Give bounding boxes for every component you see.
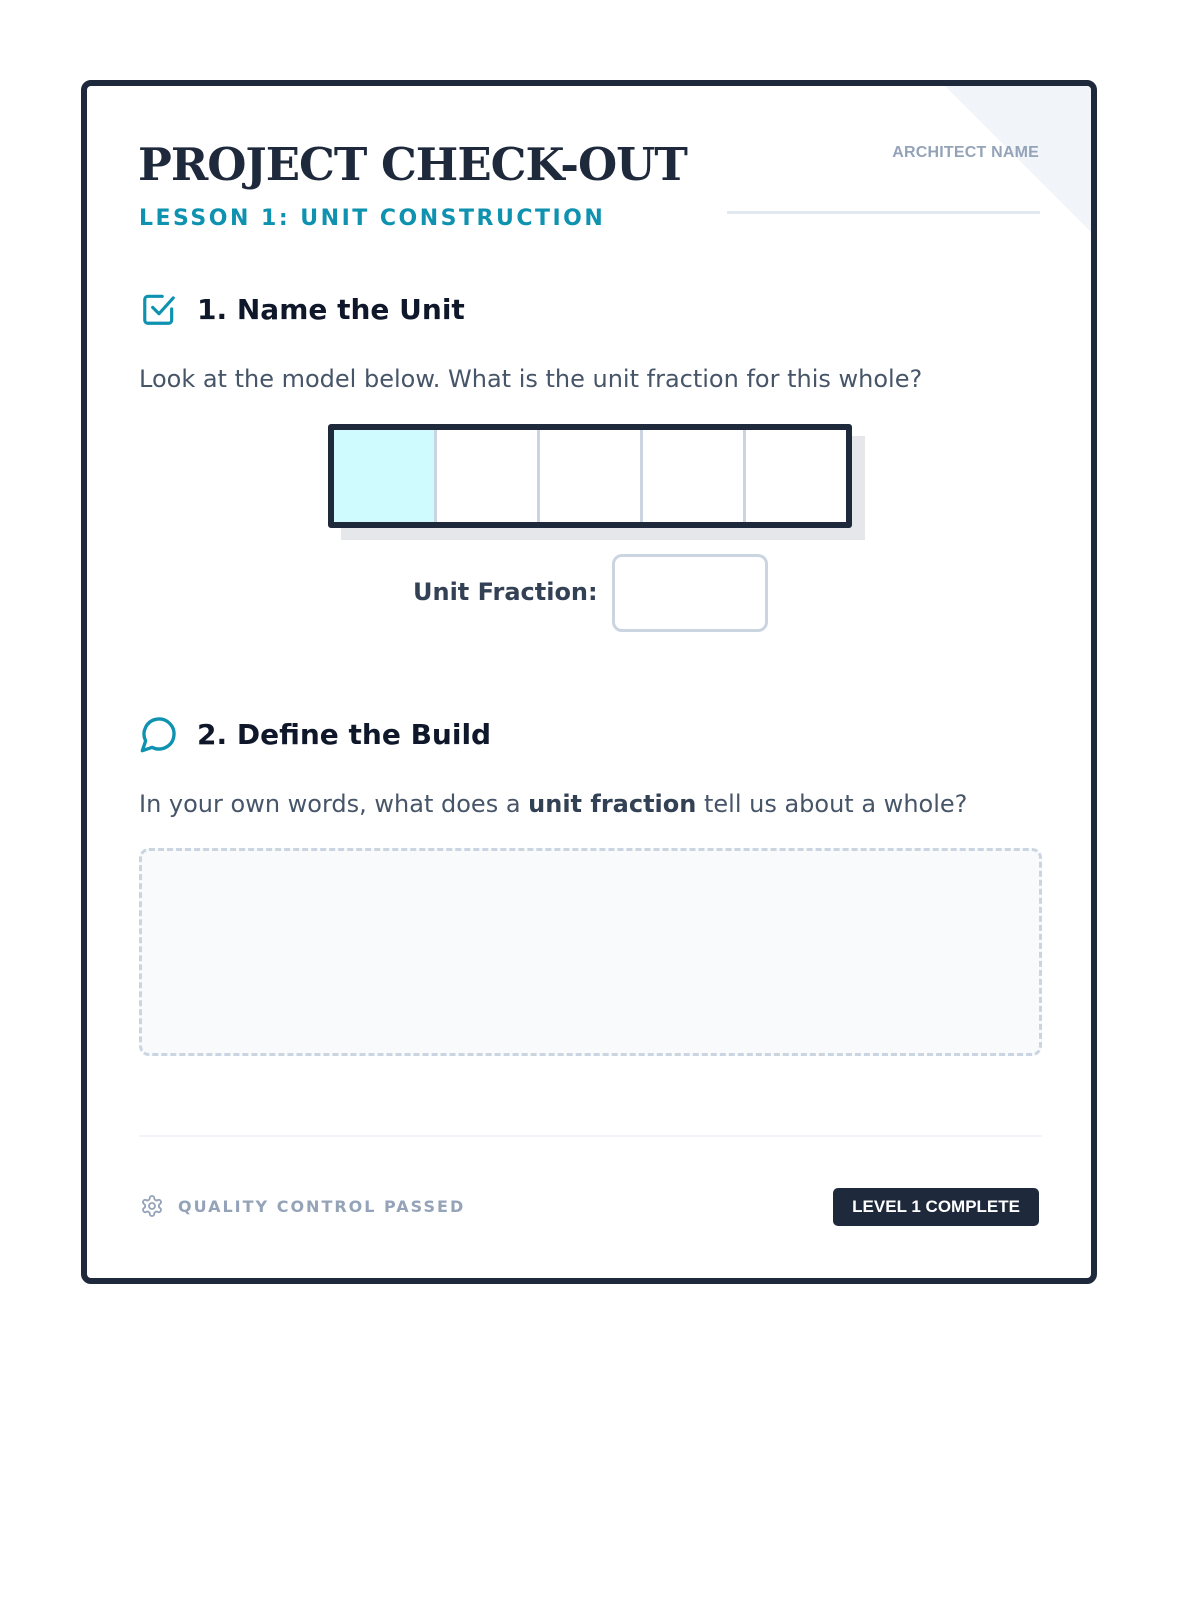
lesson-subtitle: LESSON 1: UNIT CONSTRUCTION xyxy=(139,206,606,231)
unit-fraction-input[interactable] xyxy=(612,554,768,632)
fraction-bar-segment xyxy=(746,430,846,522)
quality-control-status xyxy=(139,1193,465,1219)
fraction-bar-segment xyxy=(540,430,643,522)
fraction-bar-model xyxy=(328,424,852,528)
section-1-title: 1. Name the Unit xyxy=(197,292,465,326)
quality-control-text: QUALITY CONTROL PASSED xyxy=(178,1196,466,1216)
section-1-prompt: Look at the model below. What is the unit fraction for this whole? xyxy=(139,365,923,393)
architect-name-field[interactable] xyxy=(727,211,1040,214)
section-2-title: 2. Define the Build xyxy=(197,717,492,751)
section-2-prompt-end: tell us about a whole? xyxy=(696,790,968,818)
fraction-bar-segment xyxy=(643,430,746,522)
section-2-prompt-term: unit fraction xyxy=(528,790,697,818)
section-2-heading xyxy=(139,714,491,754)
fraction-bar-segment-shaded xyxy=(334,430,437,522)
checkout-card xyxy=(81,80,1097,1284)
section-1-heading xyxy=(139,289,465,329)
speech-bubble-icon xyxy=(139,714,179,754)
checkbox-check-icon xyxy=(139,289,179,329)
footer-divider xyxy=(139,1135,1042,1137)
unit-fraction-label: Unit Fraction: xyxy=(413,578,598,606)
gear-icon xyxy=(139,1193,165,1219)
section-2-prompt-start: In your own words, what does a xyxy=(139,790,529,818)
level-complete-badge: LEVEL 1 COMPLETE xyxy=(833,1188,1039,1226)
fraction-bar-segment xyxy=(437,430,540,522)
architect-name-label: ARCHITECT NAME xyxy=(892,144,1039,161)
section-2-prompt xyxy=(139,790,967,818)
page-title: PROJECT CHECK-OUT xyxy=(138,138,687,191)
definition-answer-area[interactable] xyxy=(139,848,1042,1056)
